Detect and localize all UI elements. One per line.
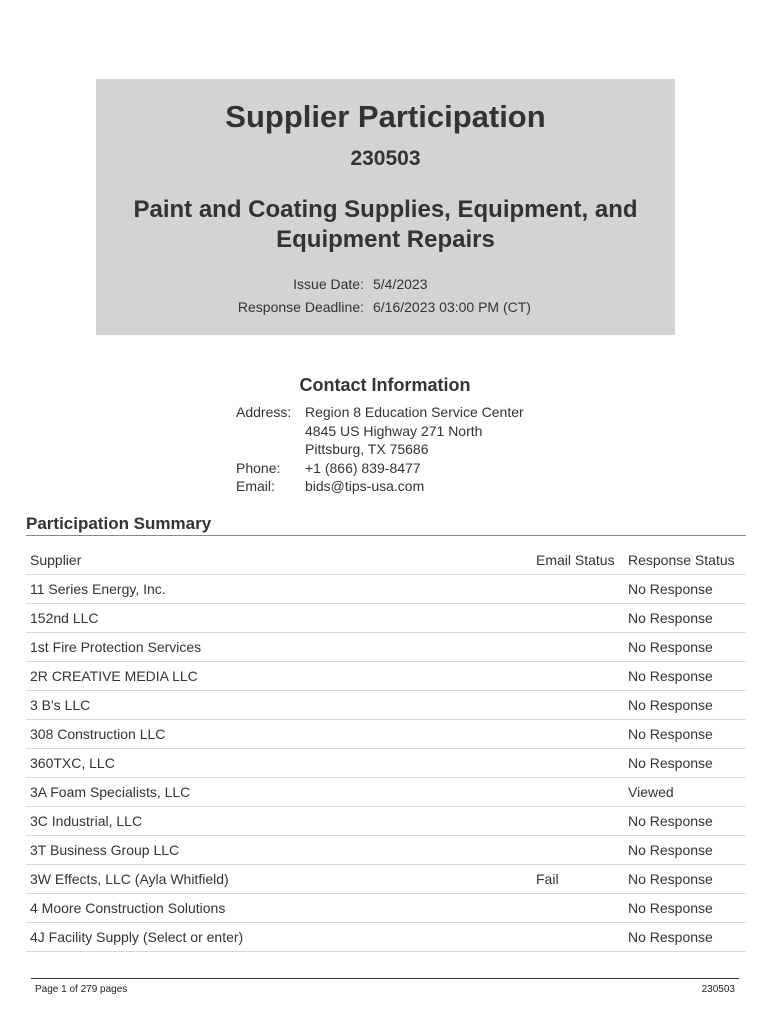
supplier-cell: 152nd LLC (30, 610, 99, 626)
supplier-cell: 11 Series Energy, Inc. (30, 581, 166, 597)
document-number: 230503 (350, 147, 421, 170)
supplier-cell: 3W Effects, LLC (Ayla Whitfield) (30, 871, 229, 887)
supplier-cell: 3 B's LLC (30, 697, 91, 713)
contact-title: Contact Information (299, 375, 471, 395)
response-status-cell: No Response (628, 755, 713, 771)
table-row (26, 575, 746, 604)
supplier-cell: 360TXC, LLC (30, 755, 115, 771)
issue-date-value: 5/4/2023 (373, 276, 428, 292)
table-row (26, 923, 746, 952)
email-value: bids@tips-usa.com (305, 478, 425, 494)
address-line-1: Region 8 Education Service Center (305, 404, 524, 420)
response-status-cell: No Response (628, 871, 713, 887)
supplier-cell: 3A Foam Specialists, LLC (30, 784, 191, 800)
address-line-2: 4845 US Highway 271 North (305, 422, 483, 439)
email-label: Email: (236, 478, 275, 494)
table-header (26, 546, 746, 575)
response-status-cell: Viewed (628, 784, 674, 800)
table-row (26, 865, 746, 894)
table-row (26, 749, 746, 778)
response-status-cell: No Response (628, 610, 713, 626)
document-subtitle: Paint and Coating Supplies, Equipment, and Equipment Repairs (133, 196, 638, 253)
supplier-cell: 2R CREATIVE MEDIA LLC (30, 668, 198, 684)
footer-document-number: 230503 (701, 984, 735, 995)
header-box (96, 79, 675, 335)
supplier-cell: 3C Industrial, LLC (30, 813, 143, 829)
response-status-cell: No Response (628, 813, 713, 829)
phone-value: +1 (866) 839-8477 (305, 459, 421, 476)
address-line-3: Pittsburg, TX 75686 (305, 441, 429, 457)
response-status-cell: No Response (628, 697, 713, 713)
table-body (26, 575, 746, 952)
address-label: Address: (236, 404, 292, 420)
response-status-cell: No Response (628, 842, 713, 858)
response-status-cell: No Response (628, 668, 713, 684)
section-divider (26, 535, 746, 536)
response-status-cell: No Response (628, 900, 713, 916)
table-row (26, 691, 746, 720)
supplier-cell: 308 Construction LLC (30, 726, 166, 742)
footer-divider (31, 978, 739, 979)
table-row (26, 836, 746, 865)
deadline-label: Response Deadline: (237, 299, 364, 315)
page-count: Page 1 of 279 pages (35, 984, 128, 995)
email-status-cell: Fail (536, 871, 559, 887)
participation-summary-title: Participation Summary (26, 514, 212, 533)
table-row (26, 604, 746, 633)
supplier-cell: 4J Facility Supply (Select or enter) (30, 929, 244, 945)
response-status-cell: No Response (628, 581, 713, 597)
table-row (26, 778, 746, 807)
supplier-cell: 3T Business Group LLC (30, 842, 180, 858)
table-row (26, 807, 746, 836)
response-status-cell: No Response (628, 639, 713, 655)
column-header-response-status: Response Status (628, 552, 735, 568)
column-header-supplier: Supplier (30, 552, 82, 568)
response-status-cell: No Response (628, 929, 713, 945)
issue-date-label: Issue Date: (293, 276, 364, 292)
phone-label: Phone: (236, 459, 281, 476)
response-status-cell: No Response (628, 726, 713, 742)
supplier-cell: 1st Fire Protection Services (30, 639, 202, 655)
participation-table (26, 546, 746, 952)
column-header-email-status: Email Status (536, 552, 615, 568)
deadline-value: 6/16/2023 03:00 PM (CT) (373, 299, 531, 315)
supplier-cell: 4 Moore Construction Solutions (30, 900, 226, 916)
table-row (26, 662, 746, 691)
table-row (26, 894, 746, 923)
table-row (26, 720, 746, 749)
table-row (26, 633, 746, 662)
document-title: Supplier Participation (225, 99, 546, 134)
